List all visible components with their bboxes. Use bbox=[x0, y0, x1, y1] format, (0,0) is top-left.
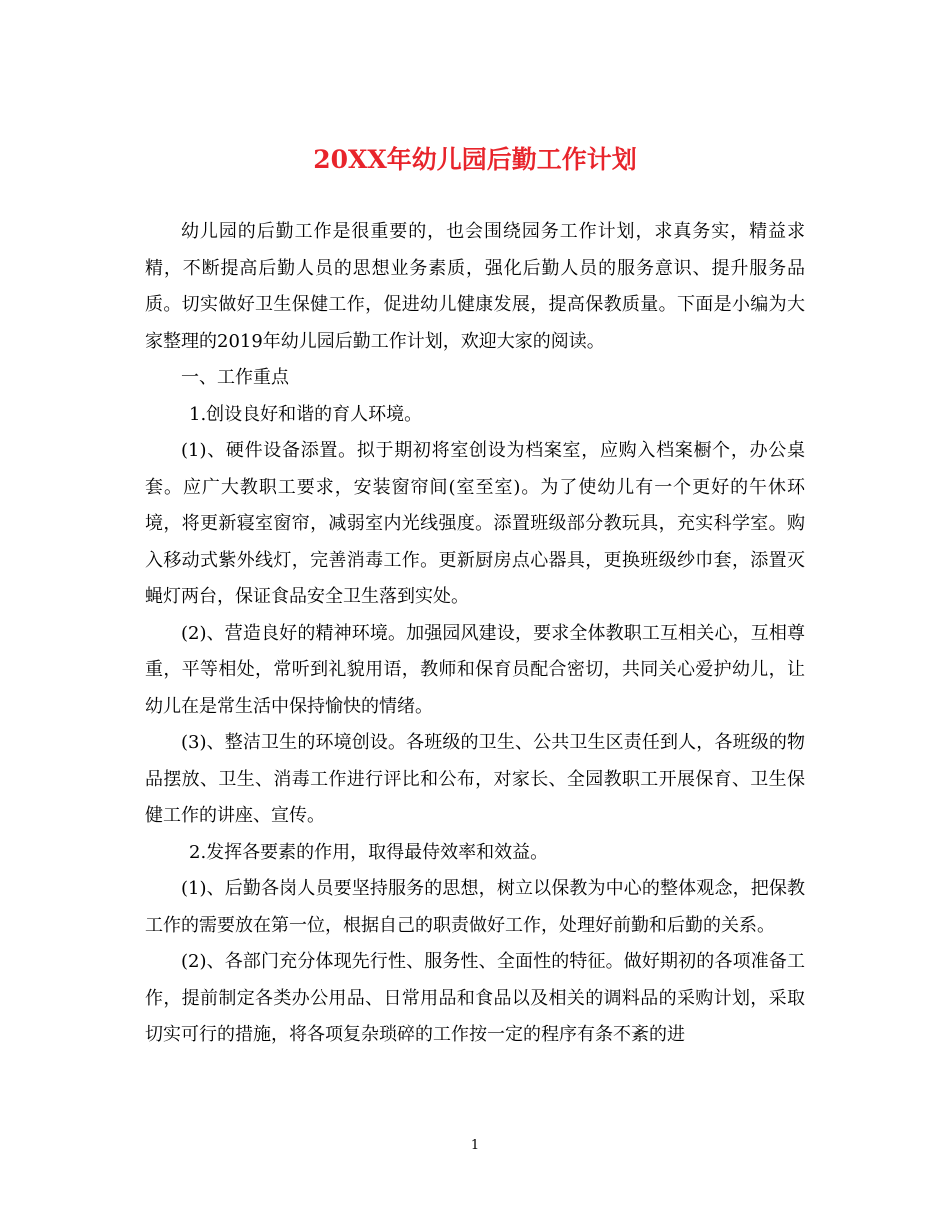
document-body bbox=[145, 214, 805, 1054]
intro-paragraph: 幼儿园的后勤工作是很重要的，也会围绕园务工作计划，求真务实，精益求精，不断提高后勤人员的思想业务素质，强化后勤人员的服务意识、提升服务品质。切实做好卫生保健工作，促进幼儿健康发展，提高保教质量。下面是小编为大家整理的2019年幼儿园后勤工作计划，欢迎大家的阅读。 bbox=[145, 221, 805, 352]
subsection-heading: 1.创设良好和谐的育人环境。 bbox=[189, 403, 423, 425]
page-number: 1 bbox=[470, 1138, 480, 1153]
subsection-heading: 2.发挥各要素的作用，取得最侍效率和效益。 bbox=[189, 841, 549, 863]
body-paragraph: (1)、硬件设备添置。拟于期初将室创设为档案室，应购入档案橱个，办公桌套。应广大教职工要求，安装窗帘间(室至室)。为了使幼儿有一个更好的午休环境，将更新寝室窗帘，减弱室内光线强度。添置班级部分教玩具，充实科学室。购入移动式紫外线灯，完善消毒工作。更新厨房点心器具，更换班级纱巾套，添置灭蝇灯两台，保证食品安全卫生落到实处。 bbox=[145, 440, 805, 607]
body-paragraph: (2)、各部门充分体现先行性、服务性、全面性的特征。做好期初的各项准备工作，提前制定各类办公用品、日常用品和食品以及相关的调料品的采购计划，采取切实可行的措施，将各项复杂琐碎的工作按一定的程序有条不紊的进 bbox=[145, 951, 805, 1045]
document-title: 20XX年幼儿园后勤工作计划 bbox=[313, 145, 637, 174]
body-paragraph: (2)、营造良好的精神环境。加强园风建设，要求全体教职工互相关心，互相尊重，平等相处，常听到礼貌用语，教师和保育员配合密切，共同关心爱护幼儿，让幼儿在是常生活中保持愉快的情绪。 bbox=[145, 622, 805, 717]
section-heading: 一、工作重点 bbox=[181, 367, 289, 388]
body-paragraph: (3)、整洁卫生的环境创设。各班级的卫生、公共卫生区责任到人，各班级的物品摆放、卫生、消毒工作进行评比和公布，对家长、全园教职工开展保育、卫生保健工作的讲座、宣传。 bbox=[145, 732, 805, 826]
body-paragraph: (1)、后勤各岗人员要坚持服务的思想，树立以保教为中心的整体观念，把保教工作的需要放在第一位，根据自己的职责做好工作，处理好前勤和后勤的关系。 bbox=[145, 878, 805, 936]
